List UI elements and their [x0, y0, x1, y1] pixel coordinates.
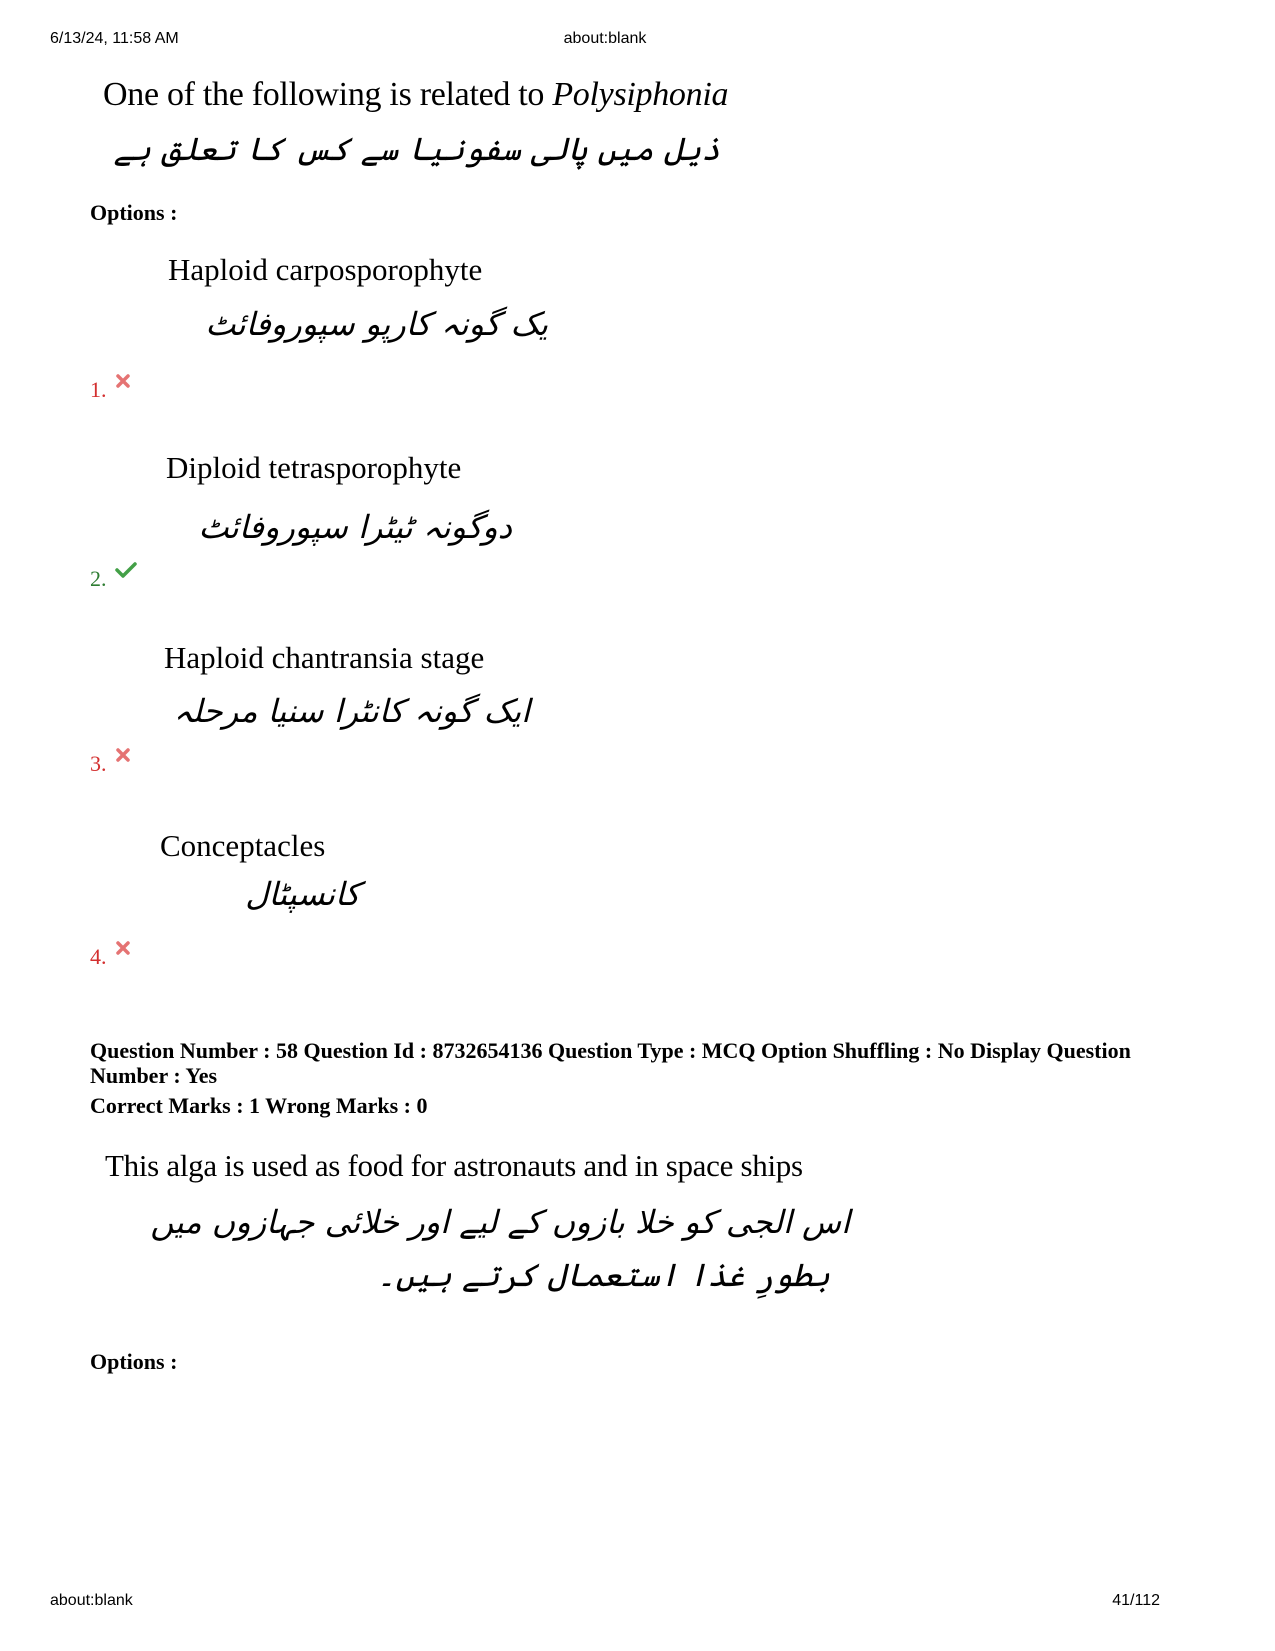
cross-icon [115, 940, 131, 956]
option-4-number: 4. [90, 944, 107, 969]
print-url: about:blank [50, 1592, 133, 1609]
question-meta-line-2: Number : Yes [90, 1063, 218, 1088]
question-marks: Correct Marks : 1 Wrong Marks : 0 [90, 1093, 428, 1118]
option-3[interactable] [90, 751, 131, 777]
print-header [50, 30, 1160, 48]
option-2-number: 2. [90, 566, 107, 591]
option-2-text-ur: دوگونہ ٹیٹرا سپوروفائٹ [198, 508, 512, 546]
question-text-prefix: One of the following is related to [103, 76, 553, 113]
print-footer [50, 1592, 1160, 1610]
option-1-text-ur: یک گونہ کارپو سپوروفائٹ [205, 305, 548, 343]
option-2-text-en: Diploid tetrasporophyte [166, 450, 462, 485]
option-1-number: 1. [90, 377, 107, 402]
print-page-title: about:blank [563, 30, 647, 47]
option-4-text-en: Conceptacles [160, 828, 326, 863]
cross-icon [115, 373, 131, 389]
print-datetime: 6/13/24, 11:58 AM [50, 30, 179, 47]
question-58-text-ur-line-1: اس الجی کو خلا بازوں کے لیے اور خلائی جہازوں میں [150, 1203, 850, 1241]
option-1[interactable] [90, 377, 131, 403]
options-label-58: Options : [90, 1349, 178, 1374]
options-label: Options : [90, 200, 178, 225]
option-4[interactable] [90, 944, 131, 970]
cross-icon [115, 747, 131, 763]
option-3-number: 3. [90, 751, 107, 776]
option-2[interactable] [90, 566, 137, 592]
question-text-en [103, 76, 728, 114]
question-58-text-en: This alga is used as food for astronauts and in space ships [105, 1148, 803, 1183]
check-icon [115, 562, 137, 578]
option-4-text-ur: کانسپٹال [245, 875, 360, 913]
option-1-text-en: Haploid carposporophyte [168, 252, 483, 287]
question-text-ur: ذیل میں پالی سفونیا سے کس کا تعلق ہے [113, 130, 720, 168]
print-page-count: 41/112 [1112, 1592, 1160, 1609]
option-3-text-ur: ایک گونہ کانٹرا سنیا مرحلہ [173, 692, 530, 730]
option-3-text-en: Haploid chantransia stage [164, 640, 485, 675]
question-text-italic: Polysiphonia [552, 76, 729, 113]
question-58-text-ur-line-2: بطورِ غذا استعمال کرتے ہیں۔ [376, 1256, 830, 1294]
question-meta-line: Question Number : 58 Question Id : 8732654136 Question Type : MCQ Option Shuffling : No Display Question [90, 1038, 1131, 1063]
question-meta [90, 1038, 1170, 1088]
